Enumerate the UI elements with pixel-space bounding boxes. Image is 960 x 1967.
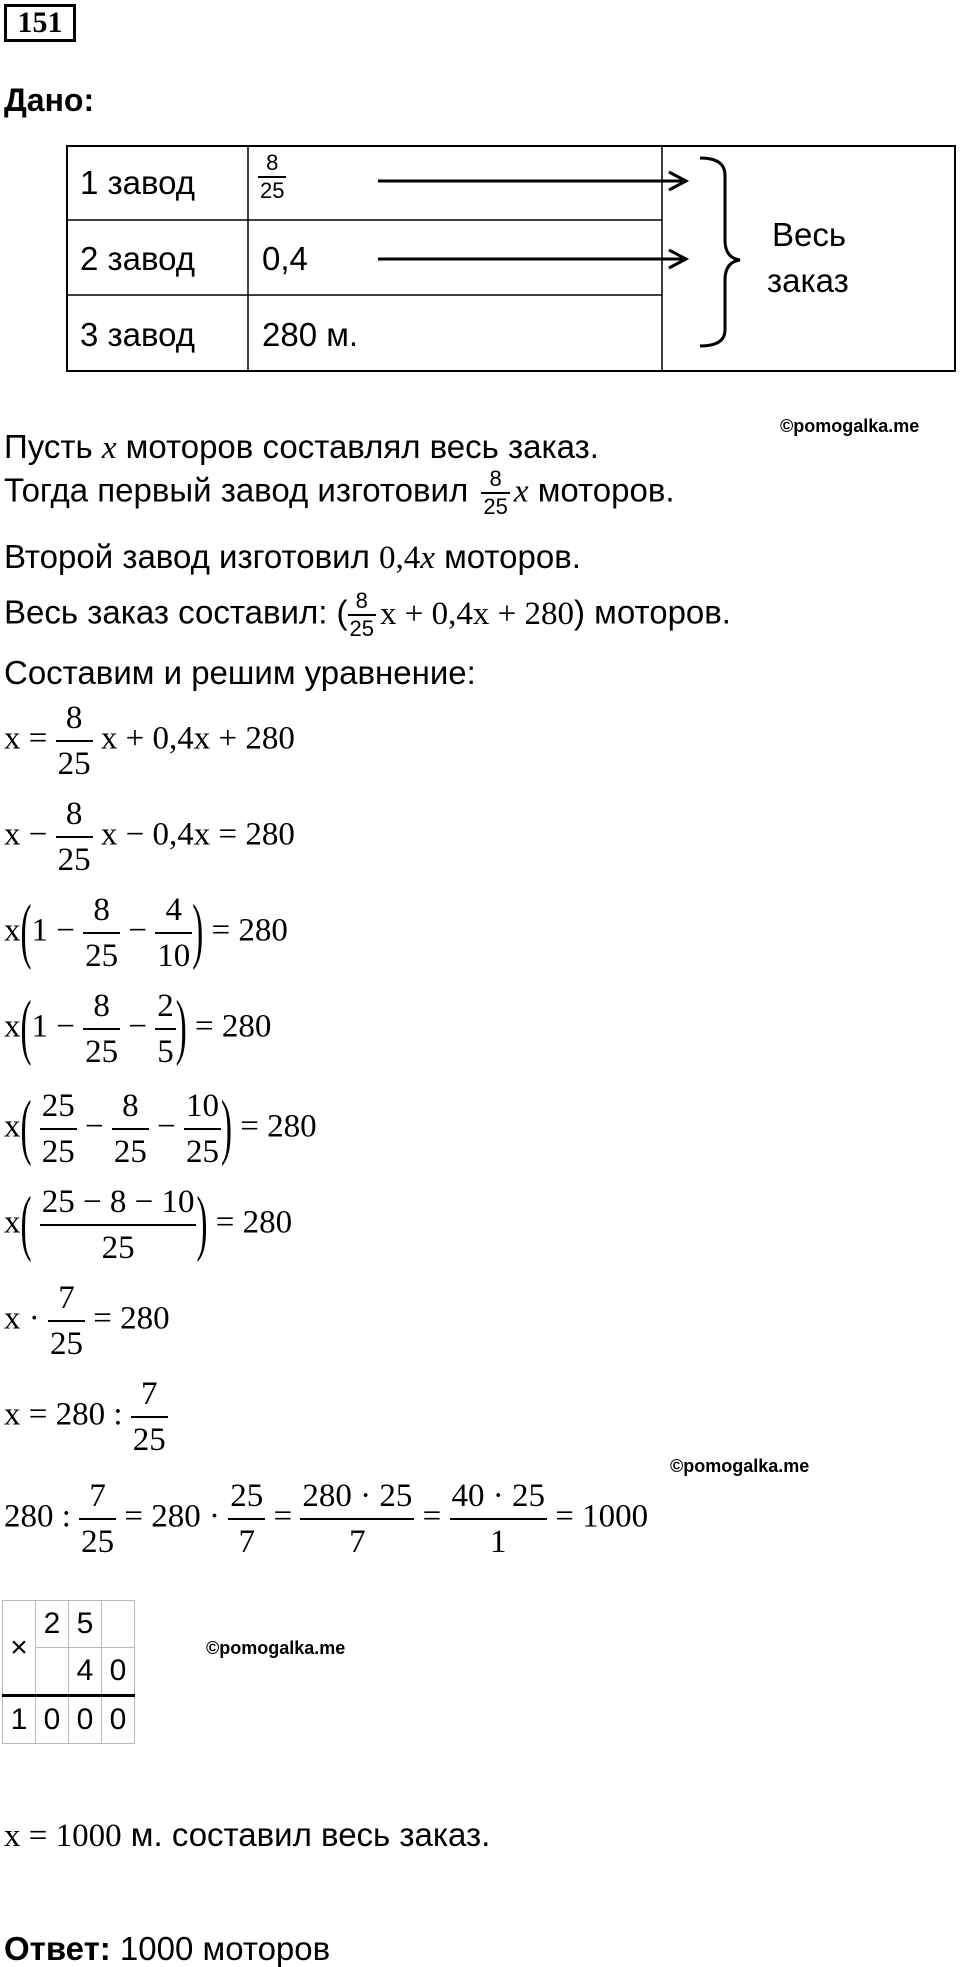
line-4: Весь заказ составил: ( $\frac{8}{25}$ x + 0,4x + 280) моторов. xyxy=(4,588,731,641)
equation-7: x · $\frac{7}{25}$ = 280 xyxy=(4,1276,170,1366)
grid-result-row: 1 0 0 0 xyxy=(3,1696,135,1744)
equation-4: x(1 − $\frac{8}{25}$ − $\frac{2}{5}$ ) = 280 xyxy=(4,984,271,1074)
equation-8: x = 280 : $\frac{7}{25}$ xyxy=(4,1372,168,1462)
watermark-1: ©pomogalka.me xyxy=(780,416,920,436)
plant-3-value: 280 м. xyxy=(262,316,359,353)
equation-2: x − $\frac{8}{25}$ x − 0,4x = 280 xyxy=(4,792,295,882)
line-1: Пусть x моторов составлял весь заказ. xyxy=(4,428,599,466)
total-label-1: Весь xyxy=(772,216,847,253)
plant-1-fraction: $\frac{8}{25}$ xyxy=(260,150,285,203)
problem-number: 151 xyxy=(4,4,76,42)
watermark-2: ©pomogalka.me xyxy=(670,1456,810,1476)
plant-2-label: 2 завод xyxy=(80,240,196,277)
result-line: x = 1000 м. составил весь заказ. xyxy=(4,1816,491,1854)
line-2: Тогда первый завод изготовил $\frac{8}{25}$ x моторов. xyxy=(4,466,675,519)
multiply-sign: × xyxy=(3,1601,36,1696)
equation-5: x( $\frac{25}{25}$ − $\frac{8}{25}$ − $\frac{10}{25}$ ) = 280 xyxy=(4,1084,317,1174)
given-label: Дано: xyxy=(4,82,95,118)
equation-9: 280 : $\frac{7}{25}$ = 280 · $\frac{25}{7}$ = $\frac{280 \cdot 25}{7}$ = $\frac{40 \cdot 25}{1}$ = 1000 xyxy=(4,1474,648,1564)
watermark-3: ©pomogalka.me xyxy=(206,1638,346,1658)
curly-brace xyxy=(700,158,740,346)
plant-1-label: 1 завод xyxy=(80,164,196,201)
answer-line: Ответ: 1000 моторов xyxy=(4,1930,331,1967)
multiplication-grid xyxy=(2,1600,135,1744)
grid-row-2: 4 0 xyxy=(3,1648,135,1696)
plant-3-label: 3 завод xyxy=(80,316,196,353)
equation-6: x( $\frac{25 - 8 - 10}{25}$ ) = 280 xyxy=(4,1180,292,1270)
equation-1: x = $\frac{8}{25}$ x + 0,4x + 280 xyxy=(4,696,295,786)
grid-row-1: × 2 5 xyxy=(3,1601,135,1648)
total-label-2: заказ xyxy=(767,262,849,299)
line-3: Второй завод изготовил 0,4x моторов. xyxy=(4,538,581,576)
equation-3: x(1 − $\frac{8}{25}$ − $\frac{4}{10}$ ) = 280 xyxy=(4,888,288,978)
plant-2-value: 0,4 xyxy=(262,240,308,277)
line-5: Составим и решим уравнение: xyxy=(4,654,476,691)
